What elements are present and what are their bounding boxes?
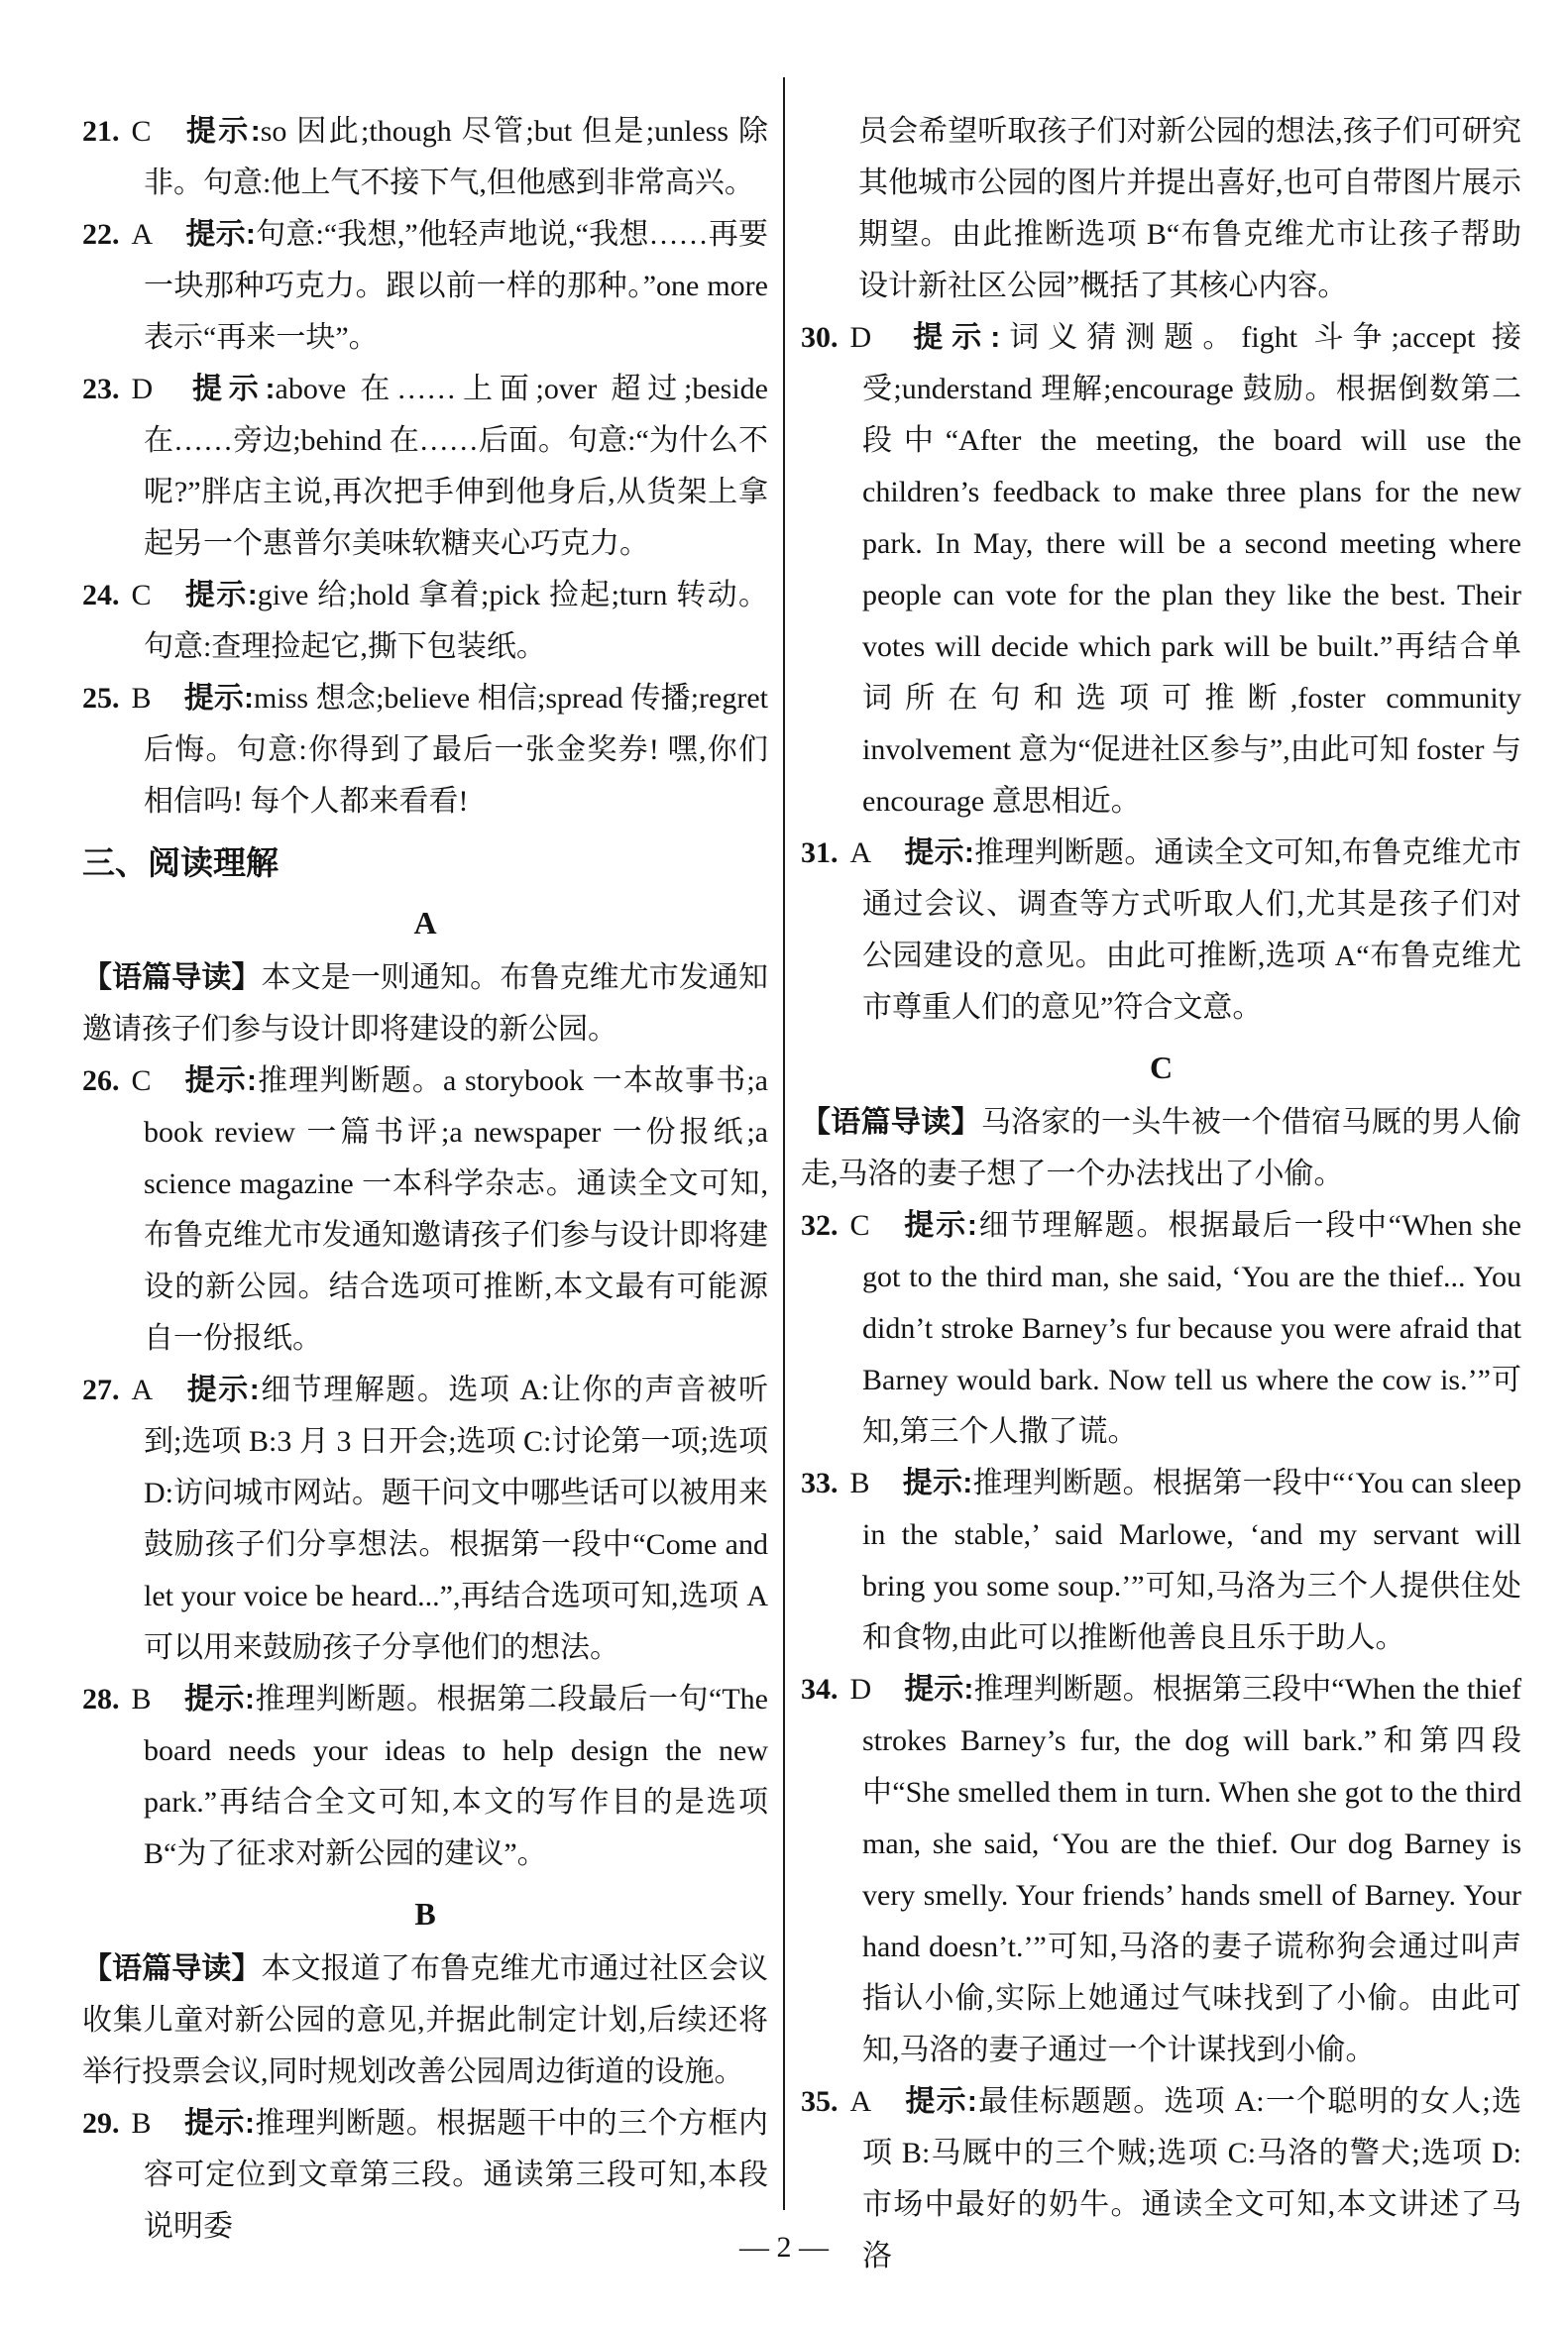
answer-letter: A: [131, 218, 154, 251]
answer-letter: C: [131, 579, 152, 611]
hint-label: 提示:: [183, 579, 258, 611]
item-number: 21.: [82, 115, 120, 148]
item-number: 35.: [801, 2085, 839, 2118]
passage-a-letter: A: [413, 905, 437, 941]
guide-text: 马洛家的一头牛被一个借宿马厩的男人偷走,马洛的妻子想了一个办法找出了小偷。: [801, 1106, 1522, 1190]
hint-text: 推理判断题。根据第二段最后一句“The board needs your ideas to help design the new park.”再结合全文可知,本文的写作目的是选项 B“为了征求对新公园的建议”。: [144, 1683, 768, 1870]
right-column: [801, 106, 1521, 2282]
item-number: 32.: [801, 1209, 839, 1242]
hint-label: 提示:: [904, 1673, 974, 1706]
hint-text: 细节理解题。根据最后一段中“When she got to the third man, she said, ‘You are the thief... You didn’t stroke Barney’s fur because you were afraid that Barney would bark. Now tell us where the cow is.’”可知,第三个人撒了谎。: [862, 1209, 1522, 1448]
answer-letter: A: [849, 2085, 872, 2118]
item-number: 22.: [82, 218, 120, 251]
guide-text: 本文是一则通知。布鲁克维尤市发通知邀请孩子们参与设计即将建设的新公园。: [82, 961, 769, 1046]
guide-label: 【语篇导读】: [82, 1952, 262, 1985]
hint-text: give 给;hold 拿着;pick 捡起;turn 转动。句意:查理捡起它,撕下包装纸。: [144, 579, 769, 663]
hint-text: above 在……上面;over 超过;beside 在……旁边;behind 在……后面。句意:“为什么不呢?”胖店主说,再次把手伸到他身后,从货架上拿起另一个惠普尔美味软糖夹心巧克力。: [144, 373, 769, 560]
hint-label: 提示:: [902, 1467, 973, 1499]
answer-letter: C: [131, 1064, 152, 1097]
hint-text: 推理判断题。根据题干中的三个方框内容可定位到文章第三段。通读第三段可知,本段说明委: [144, 2107, 768, 2243]
hint-label: 提示:: [185, 218, 256, 251]
guide-text: 本文报道了布鲁克维尤市通过社区会议收集儿童对新公园的意见,并据此制定计划,后续还将举行投票会议,同时规划改善公园周边街道的设施。: [82, 1952, 769, 2088]
hint-text: 词义猜测题。fight 斗争;accept 接受;understand 理解;encourage 鼓励。根据倒数第二段中“After the meeting, the board will use the children’s feedback to make three plans for the new park. In May, there will be a second meeting where people can vote for the plan they like the best. Their votes will decide which park will be built.”再结合单词所在句和选项可推断,foster community involvement 意为“促进社区参与”,由此可知 foster 与 encourage 意思相近。: [862, 321, 1521, 818]
passage-c-letter: C: [1149, 1050, 1174, 1085]
answer-letter: C: [849, 1209, 870, 1242]
hint-label: 提示:: [183, 1683, 256, 1716]
item-number: 29.: [82, 2107, 120, 2140]
answer-letter: A: [849, 836, 872, 869]
answer-item-24: [82, 570, 768, 673]
item-number: 34.: [801, 1673, 839, 1706]
page-number: — 2 —: [739, 2231, 829, 2264]
hint-text: 推理判断题。通读全文可知,布鲁克维尤市通过会议、调查等方式听取人们,尤其是孩子们对公园建设的意见。由此可推断,选项 A“布鲁克维尤市尊重人们的意见”符合文意。: [862, 836, 1521, 1024]
item-number: 31.: [801, 836, 839, 869]
answer-item-31: [801, 828, 1521, 1034]
hint-label: 提示:: [183, 682, 255, 715]
passage-c-guide: [801, 1097, 1521, 1200]
answer-letter: D: [131, 373, 154, 405]
item-number: 33.: [801, 1467, 839, 1499]
hint-text: 推理判断题。根据第一段中“‘You can sleep in the stable,’ said Marlowe, ‘and my servant will bring you some soup.’”可知,马洛为三个人提供住处和食物,由此可以推断他善良且乐于助人。: [862, 1467, 1521, 1654]
item-number: 25.: [82, 682, 120, 715]
hint-text: miss 想念;believe 相信;spread 传播;regret 后悔。句意:你得到了最后一张金奖券! 嘿,你们相信吗! 每个人都来看看!: [144, 682, 768, 818]
item-number: 23.: [82, 373, 120, 405]
item-number: 26.: [82, 1064, 120, 1097]
answer-letter: D: [849, 1673, 872, 1706]
answer-letter: B: [849, 1467, 870, 1499]
hint-text: 推理判断题。a storybook 一本故事书;a book review 一篇书评;a newspaper 一份报纸;a science magazine 一本科学杂志。通读全文可知,布鲁克维尤市发通知邀请孩子们参与设计即将建设的新公园。结合选项可推断,本文最有可能源自一份报纸。: [144, 1064, 768, 1355]
answer-letter: A: [131, 1374, 154, 1406]
left-column: [82, 106, 768, 2253]
passage-a-guide: [82, 952, 768, 1055]
passage-b-letter: B: [414, 1896, 436, 1932]
hint-text: 细节理解题。选项 A:让你的声音被听到;选项 B:3 月 3 日开会;选项 C:讨论第一项;选项 D:访问城市网站。题干问文中哪些话可以被用来鼓励孩子们分享想法。根据第一段中“Come and let your voice be heard...”,再结合选项可知,选项 A 可以用来鼓励孩子分享他们的想法。: [144, 1374, 768, 1664]
answer-letter: C: [131, 115, 152, 148]
hint-label: 提示:: [902, 1209, 977, 1242]
hint-text: 推理判断题。根据第三段中“When the thief strokes Barney’s fur, the dog will bark.”和第四段中“She smelled them in turn. When she got to the third man, she said, ‘You are the thief. Our dog Barney is very smelly. Your friends’ hands smell of Barney. Your hand doesn’t.’”可知,马洛的妻子谎称狗会通过叫声指认小偷,实际上她通过气味找到了小偷。由此可知,马洛的妻子通过一个计谋找到小偷。: [862, 1673, 1521, 2066]
column-divider: [783, 77, 785, 2210]
answer-letter: B: [131, 2107, 152, 2140]
answer-item-32: [801, 1200, 1521, 1458]
hint-text: so 因此;though 尽管;but 但是;unless 除非。句意:他上气不接下气,但他感到非常高兴。: [144, 115, 768, 199]
answer-letter: B: [131, 682, 152, 715]
answer-item-25: [82, 673, 768, 828]
answer-item-33: [801, 1458, 1521, 1664]
hint-label: 提示:: [185, 373, 276, 405]
hint-label: 提示:: [904, 2085, 977, 2118]
answer-item-22: [82, 209, 768, 364]
answer-item-23: [82, 364, 768, 570]
hint-label: 提示:: [183, 1064, 257, 1097]
answer-letter: B: [131, 1683, 152, 1716]
hint-text: 句意:“我想,”他轻声地说,“我想……再要一块那种巧克力。跟以前一样的那种。”one more 表示“再来一块”。: [144, 218, 769, 354]
section-heading: 三、阅读理解: [82, 844, 279, 881]
hint-text: 最佳标题题。选项 A:一个聪明的女人;选项 B:马厩中的三个贼;选项 C:马洛的警犬;选项 D:市场中最好的奶牛。通读全文可知,本文讲述了马洛: [862, 2085, 1521, 2272]
answer-item-34: [801, 1664, 1521, 2076]
answer-item-29-continued: 员会希望听取孩子们对新公园的想法,孩子们可研究其他城市公园的图片并提出喜好,也可自带图片展示期望。由此推断选项 B“布鲁克维尤市让孩子帮助设计新社区公园”概括了其核心内容。: [858, 115, 1521, 302]
answer-item-28: [82, 1674, 768, 1880]
item-number: 28.: [82, 1683, 120, 1716]
hint-label: 提示:: [904, 836, 974, 869]
item-number: 30.: [801, 321, 839, 354]
hint-label: 提示:: [183, 115, 261, 148]
answer-item-26: [82, 1055, 768, 1365]
hint-label: 提示:: [904, 321, 1001, 354]
answer-item-21: [82, 106, 768, 209]
answer-item-30: [801, 312, 1521, 828]
item-number: 27.: [82, 1374, 120, 1406]
answer-letter: D: [849, 321, 872, 354]
item-number: 24.: [82, 579, 120, 611]
guide-label: 【语篇导读】: [82, 961, 262, 994]
hint-label: 提示:: [183, 2107, 255, 2140]
hint-label: 提示:: [185, 1374, 260, 1406]
answer-item-27: [82, 1365, 768, 1674]
passage-b-guide: [82, 1943, 768, 2098]
guide-label: 【语篇导读】: [801, 1106, 981, 1139]
